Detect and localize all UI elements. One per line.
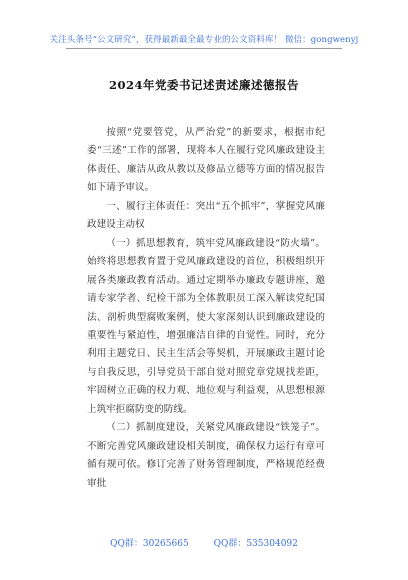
footer-qq-group-1: QQ群：30265665 xyxy=(110,539,189,549)
document-title: 2024年党委书记述责述廉述德报告 xyxy=(108,78,299,92)
section-heading: 一、履行主体责任：突出“五个抓牢”，掌握党风廉政建设主动权 xyxy=(87,200,325,231)
body-paragraph: （一）抓思想教育，筑牢党风廉政建设“防火墙”。始终将思想教育置于党风廉政建设的首位，积极组织开展各类廉政教育活动。通过定期举办廉政专题讲座，邀请专家学者、纪检干部为全体教职员工深入解读党纪国法、剖析典型腐败案例，使大家深刻认识到廉政建设的重要性与紧迫性，增强廉洁自律的自觉性。同时，充分利用主题党日、民主生活会等契机，开展廉政主题讨论与自我反思，引导党员干部自觉对照党章党规找差距，牢固树立正确的权力观、地位观与利益观，从思想根源上筑牢拒腐防变的防线。 xyxy=(87,237,325,415)
body-paragraph: 按照“党要管党，从严治党”的新要求，根据市纪委“三述”工作的部署，现将本人在履行党风廉政建设主体责任、廉洁从政从教以及修品立德等方面的情况报告如下请予审议。 xyxy=(87,127,325,194)
footer-qq-group-2: QQ群：535304092 xyxy=(213,539,298,549)
document-body xyxy=(87,124,325,493)
body-paragraph: （二）抓制度建设，关紧党风廉政建设“铁笼子”。不断完善党风廉政建设相关制度，确保权力运行有章可循有规可依。修订完善了财务管理制度，严格规范经费审批 xyxy=(87,422,325,489)
footer-contacts xyxy=(0,536,408,549)
header-divider xyxy=(66,48,342,49)
header-note: 关注头条号“公文研究”，获得最新最全最专业的公文资料库！ 微信：gongwenyj xyxy=(49,35,359,45)
